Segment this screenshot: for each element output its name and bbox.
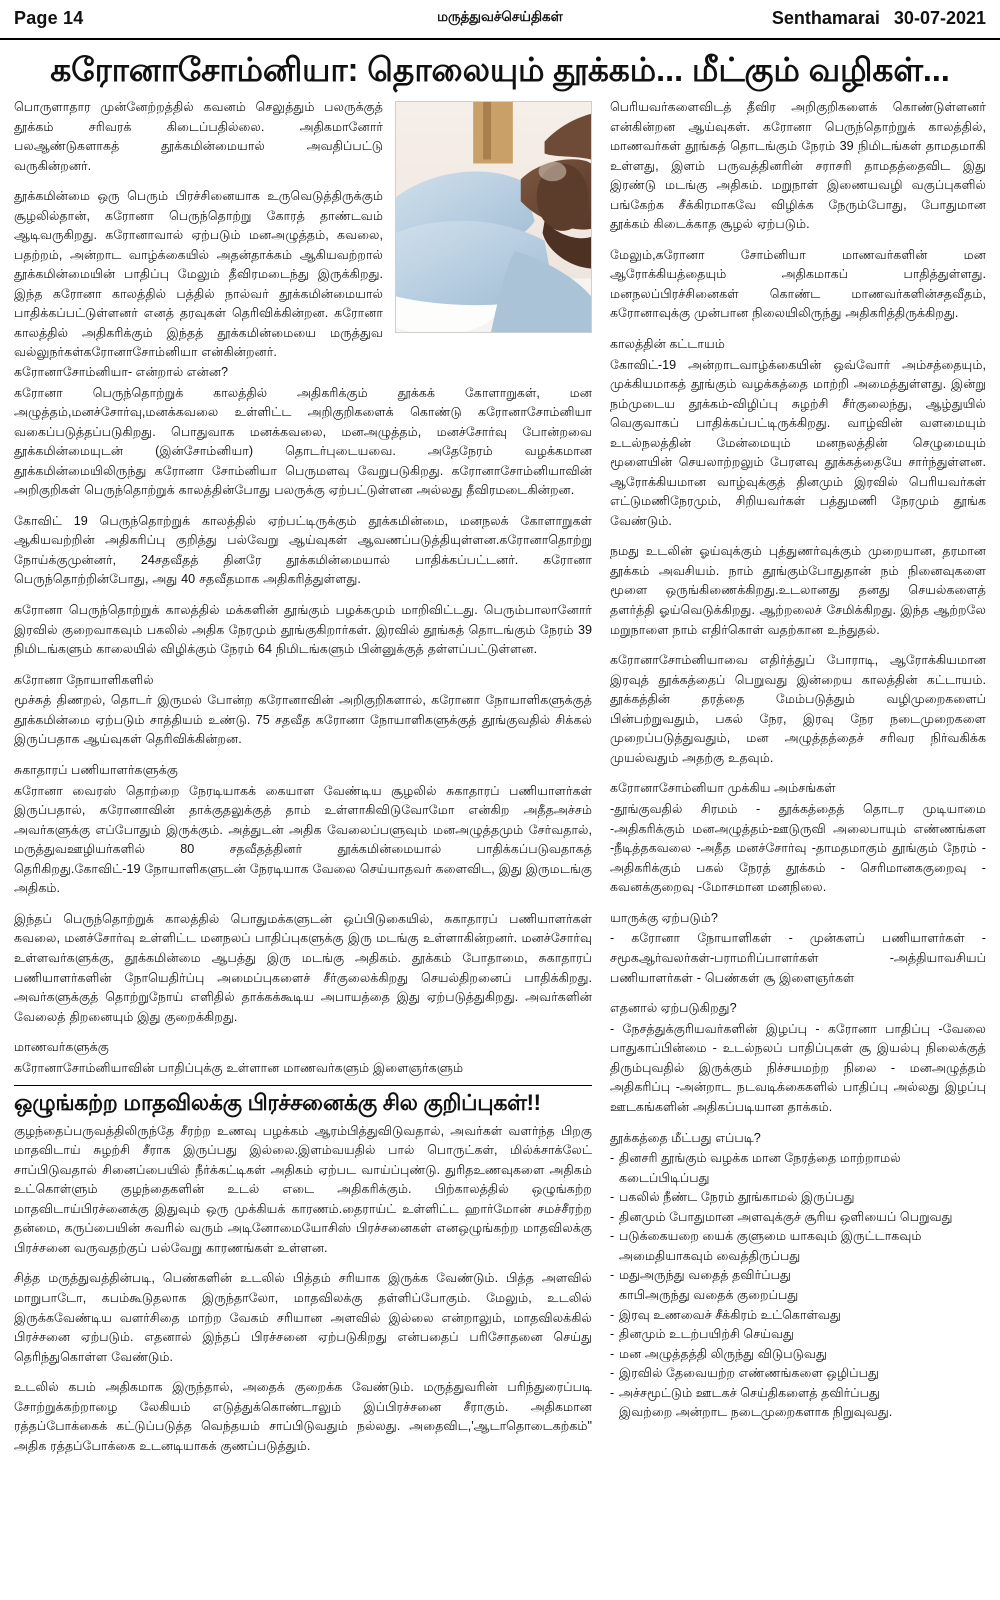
subheading-students: மாணவர்களுக்கு <box>14 1040 109 1055</box>
list-item: - பகலில் நீண்ட நேரம் தூங்காமல் இருப்பது <box>610 1188 986 1208</box>
article-paragraph: தூக்கமின்மை ஒரு பெரும் பிரச்சினையாக உருவெடுத்திருக்கும் சூழலில்தான், கரோனா பெருந்தொற்று கோரத் தாண்டவம் ஆடிவருகிறது. கரோனாவால் ஏற்படும் மனஅழுத்தம், கவலை, பதற்றம், அன்றாட வாழ்க்கையில் அதன்தாக்கம் ஆகியவற்றால் தூக்கமின்மையின் பாதிப்பு மேலும் தீவிரமடைந்து இருக்கிறது. இந்த கரோனா காலத்தில் பத்தில் நால்வர் தூக்கமின்மையால் பாதிக்கப்பட்டுள்ளனர் எனத் தரவுகள் தெரிவிக்கின்றன. கரோனா காலத்தில் அதிகரிக்கும் இந்தத் தூக்கமின்மையை மருத்துவ வல்லுநர்கள்கரோனாசோம்னியா என்கின்றனர். <box>14 189 383 360</box>
page-number-label: Page 14 <box>14 7 84 28</box>
subheading-necessity-of-the-time: காலத்தின் கட்டாயம் <box>610 336 725 351</box>
article-paragraph: இந்தப் பெருந்தொற்றுக் காலத்தில் பொதுமக்களுடன் ஒப்பிடுகையில், சுகாதாரப் பணியாளர்கள் கவலை, மனச்சோர்வு உள்ளிட்ட மனநலப் பாதிப்புகளுக்கு இரு மடங்கு உள்ளாகின்றனர். மனச்சோர்வு உள்ளவர்களுக்கு, தூக்கமின்மை ஆபத்து இரு மடங்கு அதிகம். தூக்கம் போதாமை, சுகாதாரப் பணியாளர்களின் நோயெதிர்ப்பு அமைப்புகளைச் சீர்குலைக்கிறது செயல்திறனைப் பாதிக்கிறது. அவர்களுக்குத் தொற்றுநோய் எளிதில் தாக்கக்கூடிய அபாயத்தை இது ஏற்படுத்துகிறது. அவர்களின் வேலைத் திறனையும் இது குறைக்கிறது. <box>14 911 592 1024</box>
article-paragraph: மேலும்,கரோனா சோம்னியா மாணவர்களின் மன ஆரோக்கியத்தையும் அதிகமாகப் பாதித்துள்ளது. மனநலப்பிரச்சினைகள் கொண்ட மாணவர்களின்சதவீதம், கரோனாவுக்கு முன்பான நிலையிலிருந்து அதிகரித்திருக்கிறது. <box>610 247 986 321</box>
article-paragraph: குழந்தைப்பருவத்திலிருந்தே சீரற்ற உணவு பழக்கம் ஆரம்பித்துவிடுவதால், அவர்கள் வளர்ந்த பிறகு மாதவிடாய் சுழற்சி சீராக இருப்பது இல்லை.இளம்வயதில் பால் பொருட்கள், மில்க்சாக்லேட் சாப்பிடுவதால் சினைப்பையில் நீர்க்கட்டிகள் அதிகம் ஏற்பட வாய்ப்புண்டு. துரிதஉணவுகளை அதிகம் உட்கொள்ளும் குழந்தைகளின் உடல் எடை அதிகரிக்கும். பிற்காலத்தில் ஒழுங்கற்ற மாதவிடாய்பிரச்னைக்கு இதுவும் ஒரு முக்கியக் காரணம்.தைராய்ட் உள்ளிட்ட ஹார்மோன் சமச்சீரற்ற தன்மை, கருப்பையின் சுவரில் வரும் அடினோமையோசிஸ் பிரச்சனைகள் எனஒழுங்கற்ற மாதவிலக்கு பிரச்சனை வருவதற்குப் பல்வேறு காரணங்கள் உள்ளன. <box>14 1123 592 1255</box>
subheading-corona-patients: கரோனா நோயாளிகளில் <box>14 672 154 687</box>
subheading-who-is-affected: யாருக்கு ஏற்படும்? <box>610 910 718 925</box>
subheading-how-to-restore-sleep: தூக்கத்தை மீட்பது எப்படி? <box>610 1130 761 1145</box>
list-item: - படுக்கையறை யைக் குளுமை யாகவும் இருட்டாகவும் அமைதியாகவும் வைத்திருப்பது <box>610 1227 986 1266</box>
list-item: - மதுஅருந்து வதைத் தவிர்ப்பது <box>610 1266 986 1286</box>
article-paragraph: பெரியவர்களைவிடத் தீவிர அறிகுறிகளைக் கொண்டுள்ளனர் என்கின்றன ஆய்வுகள். கரோனா பெருந்தொற்றுக் காலத்தில், மாணவர்கள் தூங்கத் தொடங்கும் நேரம் 39 நிமிடங்கள் தாமதமாகி உள்ளது, இளம் பருவத்தினரின் சராசரி தாமதத்தைவிட இது இரண்டு மடங்கு அதிகம். மறுநாள் இணையவழி வகுப்புகளில் பங்கேற்க சீக்கிரமாகவே விழிக்க நேரும்போது, போதுமான தூக்கம் கிடைக்காத சூழல் ஏற்படும். <box>610 100 986 232</box>
list-item: காபிஅருந்து வதைக் குறைப்பது <box>619 1288 799 1302</box>
man-lying-awake-in-bed-photo <box>395 101 592 333</box>
left-column <box>14 98 592 1456</box>
photo-flow-zone <box>14 98 592 363</box>
subheading-what-is-coronasomnia: கரோனாசோம்னியா- என்றால் என்ன? <box>14 364 229 379</box>
subheading-key-features: கரோனாசோம்னியா முக்கிய அம்சங்கள் <box>610 781 836 796</box>
list-item: இவற்றை அன்றாட நடைமுறைகளாக நிறுவுவது. <box>619 1405 893 1420</box>
article-paragraph: மூச்சுத் திணறல், தொடர் இருமல் போன்ற கரோனாவின் அறிகுறிகளால், கரோனா நோயாளிகளுக்குத் தூக்கமின்மை ஏற்படும் சாத்தியம் உண்டு. 75 சதவீத கரோனா நோயாளிகளுக்குத் தூங்குவதில் சிக்கல் இருப்பதாக ஆய்வுகள் தெரிவிக்கின்றன. <box>14 693 592 747</box>
article-paragraph: கோவிட் 19 பெருந்தொற்றுக் காலத்தில் ஏற்பட்டிருக்கும் தூக்கமின்மை, மனநலக் கோளாறுகள் ஆகியவற்றின் அதிகரிப்பு குறித்து பல்வேறு ஆய்வுகள் ஆவணப்படுத்தியுள்ளன.கரோனாதொற்று நோய்க்குமுன்னர், 24சதவீதத் தினரே தூக்கமின்மையால் பாதிக்கப்பட்டனர். கரோனா பெருந்தொற்றின்போது, அது 40 சதவீதமாக அதிகரித்துள்ளது. <box>14 513 592 587</box>
article-paragraph: - நேசத்துக்குரியவர்களின் இழப்பு - கரோனா பாதிப்பு -வேலை பாதுகாப்பின்மை - உடல்நலப் பாதிப்புகள் சூ இயல்பு நிலைக்குத் திரும்புவதில் இருக்கும் நிச்சயமற்ற நிலை - மனஅழுத்தம் அதிகரிப்பு -அன்றாட நடவடிக்கைகளில் பாதிப்பு அல்லது இழப்பு ஊடகங்களின் அதிகப்படியான தாக்கம். <box>610 1021 986 1114</box>
article-paragraph: கரோனாசோம்னியாவை எதிர்த்துப் போராடி, ஆரோக்கியமான இரவுத் தூக்கத்தைப் பெறுவது இன்றைய காலத்தின் கட்டாயம். தூக்கத்தின் தரத்தை மேம்படுத்தும் வழிமுறைகளைப் பின்பற்றுவதும், பகல் நேர, இரவு நேர நடைமுறைகளை முறைப்படுத்துவதும், மன அழுத்தத்தைச் சரிவர நிர்வகிக்க முயல்வதும் அதற்கு உதவும். <box>610 653 986 765</box>
list-item: - தினமும் உடற்பயிற்சி செய்வது <box>610 1325 986 1345</box>
subheading-what-causes-it: எதனால் ஏற்படுகிறது? <box>610 1001 737 1016</box>
list-item: - இரவு உணவைச் சீக்கிரம் உட்கொள்வது <box>610 1306 986 1326</box>
secondary-page-title: ஒழுங்கற்ற மாதவிலக்கு பிரச்சனைக்கு சில குறிப்புகள்!! <box>14 1090 541 1116</box>
article-paragraph: கரோனா பெருந்தொற்றுக் காலத்தில் அதிகரிக்கும் தூக்கக் கோளாறுகள், மன அழுத்தம்,மனச்சோர்வு,மனக்கவலை உள்ளிட்ட அறிகுறிகளைக் கொண்டு கரோனாசோம்னியா வகைப்படுத்தப்படுகிறது. பொதுவாக மனக்கவலை, மனஅழுத்தம், மனச்சோர்வு போன்றவை தூக்கமின்மையுடன் (இன்சோம்னியா) தொடர்புடையவை. அதேநேரம் வழக்கமான தூக்கமின்மையிலிருந்து கரோனா சோம்னியா பெருமளவு வேறுபடுகிறது. கரோனாசோம்னியாவின் அறிகுறிகள் பெருந்தொற்றுக் காலத்தின்போது பலருக்கு ஏற்பட்டுள்ளன அல்லது தீவிரமடைகின்றன. <box>14 385 592 498</box>
article-paragraph: - கரோனா நோயாளிகள் - முன்களப் பணியாளர்கள் - சமூகஆர்வலர்கள்-பராமரிப்பாளர்கள் -அத்தியாவசியப் பணியாளர்கள் - பெண்கள் சூ இளைஞர்கள் <box>610 931 986 985</box>
sleep-recovery-tips-list <box>610 1149 986 1422</box>
list-item: - மன அழுத்தத்தி லிருந்து விடுபடுவது <box>610 1345 986 1365</box>
article-paragraph: பொருளாதார முன்னேற்றத்தில் கவனம் செலுத்தும் பலருக்குத் தூக்கம் சரிவரக் கிடைப்பதில்லை. அதிகமானோர் பலஆண்டுகளாகத் தூக்கமின்மையால் அவதிப்பட்டு வருகின்றனர். <box>14 100 383 173</box>
photo-illustration <box>396 102 591 332</box>
subheading-health-workers: சுகாதாரப் பணியாளர்களுக்கு <box>14 762 178 777</box>
masthead-right-group <box>772 8 986 29</box>
list-item: - அச்சமூட்டும் ஊடகச் செய்திகளைத் தவிர்ப்பது <box>610 1384 986 1404</box>
paper-name-label: Senthamarai <box>771 7 880 28</box>
content-columns <box>0 98 1000 1456</box>
article-paragraph: சித்த மருத்துவத்தின்படி, பெண்களின் உடலில் பித்தம் சரியாக இருக்க வேண்டும். பித்த அளவில் மாறுபாடோ, கபம்கூடுதலாக இருந்தாலோ, மாதவிலக்கு தள்ளிப்போகும். மேலும், உடலில் இருக்கவேண்டிய வளர்சிதை மாற்ற வேகம் சரியான அளவில் இல்லை என்றாலும், மாதவிலக்கில் பிரச்சனை ஏற்படும். எதனால் இந்தப் பிரச்சனை ஏற்படுகிறது என்பதைப் பரிசோதனை செய்து தெரிந்துகொள்ள வேண்டும். <box>14 1271 592 1364</box>
publication-date-label: 30-07-2021 <box>893 7 986 28</box>
article-paragraph: கரோனா பெருந்தொற்றுக் காலத்தில் மக்களின் தூங்கும் பழக்கமும் மாறிவிட்டது. பெரும்பாலானோர் இரவில் குறைவாகவும் பகலில் அதிக நேரமும் தூங்குகிறார்கள். இரவில் தூங்கத் தொடங்கும் நேரம் 39 நிமிடங்களும் காலையில் விழிக்கும் நேரம் 64 நிமிடங்களும் பின்னுக்குத் தள்ளப்பட்டுள்ளன. <box>14 603 592 657</box>
article-paragraph: உடலில் கபம் அதிகமாக இருந்தால், அதைக் குறைக்க வேண்டும். மருத்துவரின் பரிந்துரைப்படி சோற்றுக்கற்றாழை லேகியம் எடுத்துக்கொண்டாலும் இப்பிரச்சனை சீராகும். அதிகமான ரத்தப்போக்கைக் கட்டுப்படுத்த வெந்தயம் சாப்பிடுவதும் நல்லது. அதைவிட,'ஆடாதொடைகற்கம்" அதிக ரத்தப்போக்கை உடனடியாகக் குணப்படுத்தும். <box>14 1380 592 1453</box>
article-paragraph: கரோனாசோம்னியாவின் பாதிப்புக்கு உள்ளான மாணவர்களும் இளைஞர்களும் <box>14 1060 464 1075</box>
section-label: மருத்துவச்செய்திகள் <box>437 9 563 24</box>
article-paragraph: நமது உடலின் ஓய்வுக்கும் புத்துணர்வுக்கும் முறையான, தரமான தூக்கம் அவசியம். நாம் தூங்கும்போதுதான் நம் நினைவுகளை மூளை ஒருங்கிணைக்கிறது.உடலானது தனது செயல்களைத் தளர்த்தி ஓய்வெடுக்கிறது. ஆற்றலைச் சேமிக்கிறது. இந்த ஆற்றலே மறுநாளை நாம் எதிர்கொள் வதற்கான உந்துதல். <box>610 544 986 637</box>
masthead <box>0 0 1000 36</box>
right-column <box>610 98 986 1456</box>
page-title: கரோனாசோம்னியா: தொலையும் தூக்கம்... மீட்கும் வழிகள்... <box>50 51 950 88</box>
list-item: - தினசரி தூங்கும் வழக்க மான நேரத்தை மாற்றாமல் கடைப்பிடிப்பது <box>610 1149 986 1188</box>
list-item: - தினமும் போதுமான அளவுக்குச் சூரிய ஒளியைப் பெறுவது <box>610 1208 986 1228</box>
article-paragraph: கோவிட்-19 அன்றாடவாழ்க்கையின் ஒவ்வோர் அம்சத்தையும், முக்கியமாகத் தூங்கும் வழக்கத்தை மாற்றி அமைத்துள்ளது. இன்று நம்முடைய தூக்கம்-விழிப்பு சுழற்சி சீர்குலைந்து, ஆழ்துயில் வெகுவாகப் பாதிக்கப்பட்டிருக்கிறது. வாழ்வின் வளமையும் உடல்நலத்தின் மேன்மையும் மனநலத்தின் செழுமையும் மூளையின் செயலாற்றலும் பேரளவு தூக்கத்தையே சார்ந்துள்ளன. ஆரோக்கியமான வாழ்வுக்குத் தினமும் இரவில் பெரியவர்கள் எட்டுமணிநேரமும், சிறியவர்கள் பத்துமணி நேரமும் தூங்க வேண்டும். <box>610 357 986 528</box>
article-paragraph: -தூங்குவதில் சிரமம் - தூக்கத்தைத் தொடர முடியாமை -அதிகரிக்கும் மனஅழுத்தம்-ஊடுருவி அலைபாயும் எண்ணங்கள -நீடித்தகவலை -அதீத மனச்சோர்வு -தாமதமாகும் தூங்கும் நேரம் - அதிகரிக்கும் பகல் நேரத் தூக்கம் - செரிமானககுறைவு - கவனக்குறைவு -மோசமான மனநிலை. <box>610 802 986 895</box>
list-item: - இரவில் தேவையற்ற எண்ணங்களை ஒழிப்பது <box>610 1364 986 1384</box>
section-divider <box>14 1085 592 1086</box>
article-paragraph: கரோனா வைரஸ் தொற்றை நேரடியாகக் கையாள வேண்டிய சூழலில் சுகாதாரப் பணியாளர்கள் இருப்பதால், கரோனாவின் தாக்குதலுக்குத் தாம் உள்ளாகிவிடுவோமோ என்கிற அதீதஅச்சம் அவர்களுக்கு எப்போதும் இருக்கும். அத்துடன் அதிக வேலைப்பளுவும் மனஅழுத்தமும் சேர்வதால், மருத்துவஊழியர்களில் 80 சதவீதத்தினர் தூக்கமின்மையால் பாதிக்கப்படுவதாகத் தெரிகிறது.கோவிட்-19 நோயாளிகளுடன் நேரடியாக வேலை செய்யாதவர் களைவிட, இது இருமடங்கு அதிகம். <box>14 783 592 896</box>
